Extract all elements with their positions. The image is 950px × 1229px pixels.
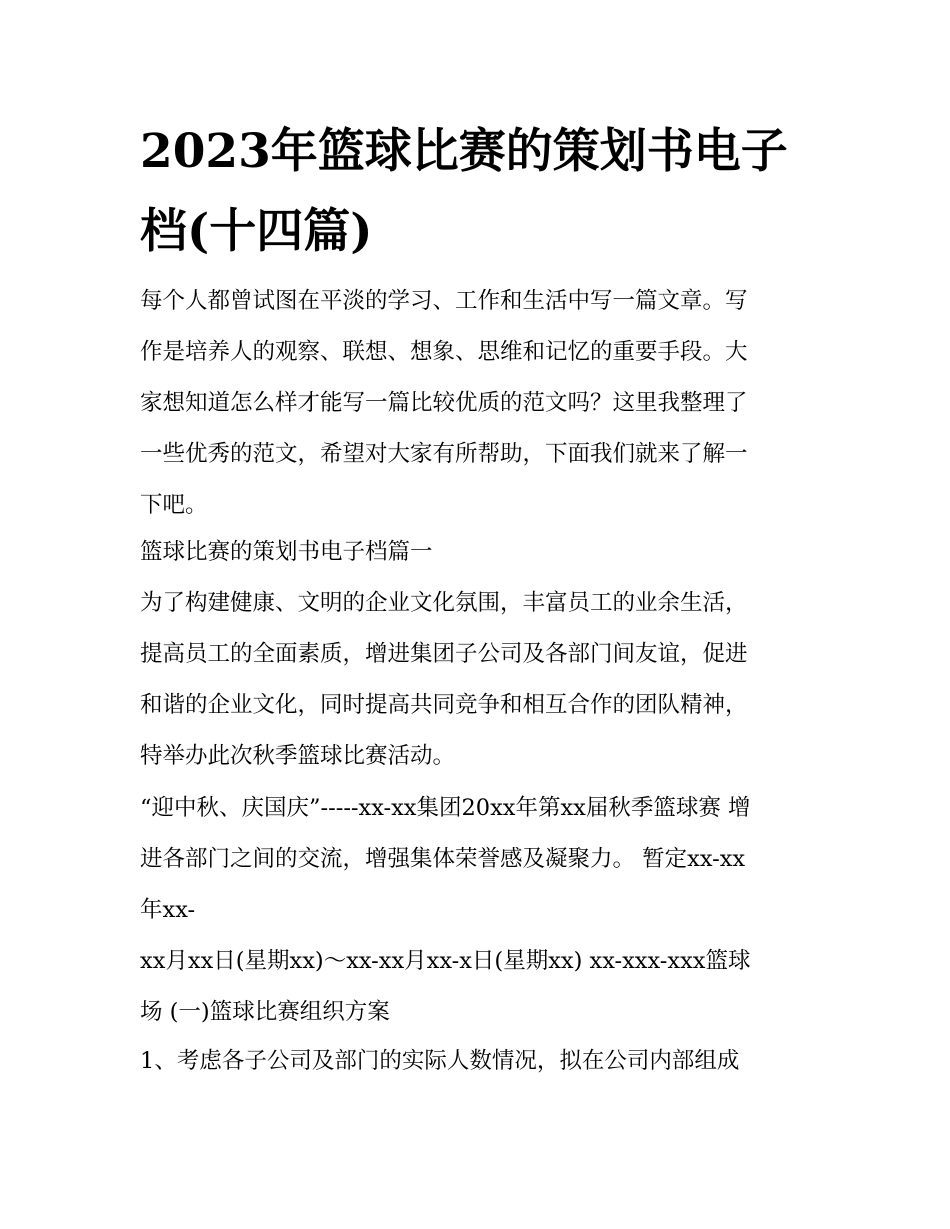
purpose-line: 为了构建健康、文明的企业文化氛围，丰富员工的业余生活，: [140, 590, 748, 616]
purpose-paragraph: [140, 578, 820, 782]
purpose-line: 和谐的企业文化，同时提高共同竞争和相互合作的团队精神，: [140, 692, 748, 718]
intro-line: 一些优秀的范文，希望对大家有所帮助，下面我们就来了解一: [140, 441, 748, 467]
theme-paragraph: [140, 783, 820, 936]
intro-line: 家想知道怎么样才能写一篇比较优质的范文吗？这里我整理了: [140, 390, 748, 416]
purpose-line: 提高员工的全面素质，增进集团子公司及各部门间友谊，促进: [140, 641, 748, 667]
intro-line: 每个人都曾试图在平淡的学习、工作和生活中写一篇文章。写: [140, 288, 748, 314]
intro-line: 作是培养人的观察、联想、想象、思维和记忆的重要手段。大: [140, 339, 748, 365]
theme-line: 进各部门之间的交流，增强集体荣誉感及凝聚力。 暂定xx-xx: [140, 846, 746, 872]
theme-line: 年xx-: [140, 897, 196, 923]
schedule-line: xx月xx日(星期xx)～xx-xx月xx-x日(星期xx) xx-xxx-xxx篮球: [140, 948, 751, 974]
title-line: 2023年篮球比赛的策划书电子: [140, 124, 788, 179]
section-heading: [140, 527, 820, 578]
title-line: 档(十四篇): [140, 204, 373, 259]
item-line: 1、考虑各子公司及部门的实际人数情况，拟在公司内部组成: [140, 1048, 740, 1074]
theme-line: “迎中秋、庆国庆”-----xx-xx集团20xx年第xx届秋季篮球赛 增: [140, 795, 751, 821]
section-heading-text: 篮球比赛的策划书电子档篇一: [140, 539, 433, 565]
intro-line: 下吧。: [140, 492, 208, 518]
item-paragraph: [140, 1036, 820, 1087]
schedule-line: 场 (一)篮球比赛组织方案: [140, 999, 390, 1025]
intro-paragraph: [140, 276, 820, 531]
purpose-line: 特举办此次秋季篮球比赛活动。: [140, 743, 456, 769]
schedule-paragraph: [140, 936, 820, 1038]
document-title: [140, 112, 820, 272]
